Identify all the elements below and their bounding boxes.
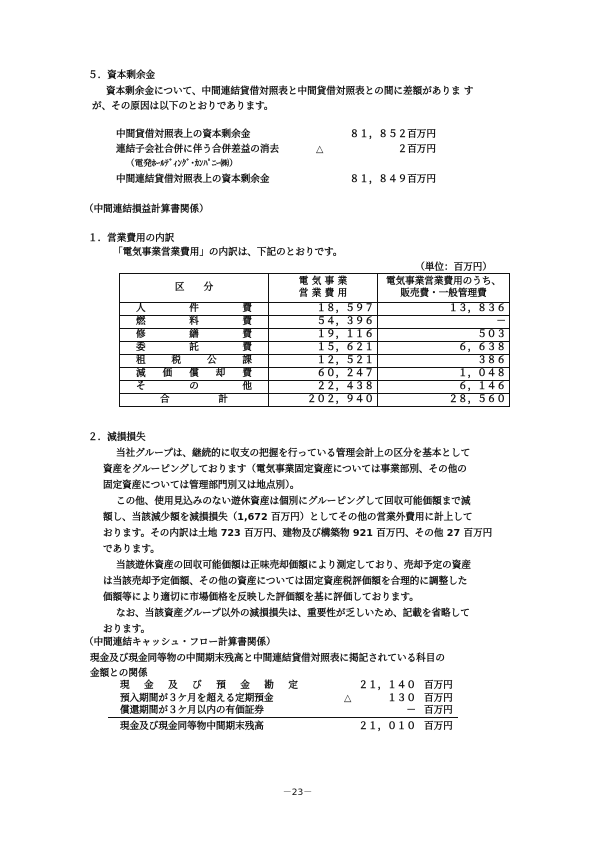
row-col3: ３８６ <box>378 355 510 368</box>
label-char: 料 <box>189 316 199 327</box>
header-col3-line2: 販売費・一般管理費 <box>400 288 487 299</box>
cf-time-deposits-value: １３０ <box>387 693 416 704</box>
cf-securities-unit: 百万円 <box>424 705 453 716</box>
row-label-text <box>120 329 268 341</box>
label-char: 価 <box>162 368 173 379</box>
total-label <box>120 394 269 407</box>
cf-section-heading: （中間連結キャッシュ・フロー計算書関係） <box>84 637 276 648</box>
section2-line: 額し、当該減少額を減損損失（1,672 百万円）としてその他の営業外費用に計上して <box>103 512 473 523</box>
label-char: 計 <box>218 394 228 405</box>
merger-elimination-row-value: ２百万円 <box>397 144 436 155</box>
section2-line: 当社グループは、継続的に収支の把握を行っている管理会計上の区分を基本として <box>116 448 471 459</box>
page-number: －23－ <box>282 788 313 798</box>
cf-intro-line1: 現金及び現金同等物の中間期末残高と中間連結貸借対照表に掲記されている科目の <box>90 653 445 664</box>
header-operating-expenses <box>269 274 378 303</box>
cf-cash-deposits-label <box>120 680 298 692</box>
section2-line: この他、使用見込みのない遊休資産は個別にグルーピングして回収可能価額まで減 <box>116 496 471 507</box>
row-col3: ６，６３８ <box>378 342 510 355</box>
table-row <box>120 381 510 394</box>
total-col2: ２０２，９４０ <box>269 394 378 407</box>
header-category <box>120 274 269 303</box>
capital-surplus-row-label: 中間貸借対照表上の資本剰余金 <box>116 129 251 140</box>
row-label-text <box>120 316 268 328</box>
label-char: そ <box>136 381 146 392</box>
label-char: 繕 <box>189 329 199 340</box>
capital-surplus-row-value: ８１，８５２百万円 <box>349 129 436 140</box>
merger-elimination-row-sign: △ <box>316 144 324 155</box>
table-row <box>120 303 510 316</box>
label-char: 課 <box>242 355 252 366</box>
row-label-text <box>120 342 268 354</box>
row-col3: ６，１４６ <box>378 381 510 394</box>
section2-line: であります。 <box>103 544 160 555</box>
merger-company-note: （電発ﾎｰﾙﾃﾞｨﾝｸﾞ･ｶﾝﾊﾟﾆｰ㈱） <box>126 159 238 169</box>
row-label-text <box>120 368 268 380</box>
cf-time-deposits-unit: 百万円 <box>424 693 453 704</box>
label-char: 勘 <box>264 680 274 691</box>
row-col2: １５，６２１ <box>269 342 378 355</box>
label-char: 費 <box>242 342 252 353</box>
table-row <box>120 316 510 329</box>
cf-time-deposits-sign: △ <box>344 693 352 704</box>
section2-line: 固定資産については管理部門別又は地点別）。 <box>103 480 300 491</box>
label-char: 公 <box>206 355 217 366</box>
cf-securities-label: 償還期間が３ケ月以内の有価証券 <box>120 705 264 716</box>
row-col3: １，０４８ <box>378 368 510 381</box>
row-col2: ６０，２４７ <box>269 368 378 381</box>
section2-line: 資産をグルーピングしております（電気事業固定資産については事業部別、その他の <box>103 464 467 475</box>
merger-elimination-row-label: 連結子会社合併に伴う合併差益の消去 <box>116 144 280 155</box>
section2-line: なお、当該資産グループ以外の減損損失は、重要性が乏しいため、記載を省略して <box>116 608 470 619</box>
label-char: 修 <box>136 329 146 340</box>
consolidated-surplus-row-label: 中間連結貸借対照表上の資本剰余金 <box>116 174 270 185</box>
section2-line: 当該遊休資産の回収可能価額は正味売却価額により測定しており、売却予定の資産 <box>116 560 471 571</box>
section2-line: は当該売却予定価額、その他の資産については固定資産税評価額を合理的に調整した <box>103 576 468 587</box>
label-char: 金 <box>144 680 154 691</box>
row-label <box>120 355 269 368</box>
label-char: 現 <box>120 680 130 691</box>
header-sga-expenses <box>378 274 510 303</box>
row-label-text <box>120 381 268 393</box>
table-row <box>120 355 510 368</box>
label-char: 他 <box>242 381 252 392</box>
row-col3: １３，８３６ <box>378 303 510 316</box>
label-char: 却 <box>215 368 226 379</box>
label-char: 税 <box>171 355 182 366</box>
row-col2: ５４，３９６ <box>269 316 378 329</box>
label-char: 金 <box>240 680 250 691</box>
cf-total-label: 現金及び現金同等物中間期末残高 <box>120 721 264 732</box>
label-char: の <box>189 381 199 392</box>
label-char: び <box>192 680 202 691</box>
section2-line: おります。 <box>103 624 151 635</box>
label-char: 燃 <box>136 316 146 327</box>
label-char: 費 <box>242 368 252 379</box>
cf-total-unit: 百万円 <box>424 721 453 732</box>
row-col3: ５０３ <box>378 329 510 342</box>
operating-expenses-table <box>119 273 510 407</box>
row-label <box>120 342 269 355</box>
label-char: 件 <box>189 303 199 314</box>
total-label-text <box>120 394 268 406</box>
label-char: 人 <box>136 303 146 314</box>
cf-total-value: ２１，０１０ <box>358 721 416 732</box>
label-char: 償 <box>189 368 199 379</box>
row-col2: １２，５２１ <box>269 355 378 368</box>
row-label <box>120 368 269 381</box>
label-char: 費 <box>242 316 252 327</box>
label-char: 委 <box>136 342 146 353</box>
row-label-text <box>120 355 268 367</box>
label-char: 費 <box>242 329 252 340</box>
section5-paragraph-line1: 資本剰余金について、中間連結貸借対照表と中間貸借対照表との間に差額がありま す <box>106 86 474 97</box>
section5-heading: ５．資本剰余金 <box>88 70 156 81</box>
section1-heading: １．営業費用の内訳 <box>88 233 175 244</box>
header-col2-line2: 営 業 費 用 <box>298 288 348 299</box>
section1-intro: 「電気事業営業費用」の内訳は、下記のとおりです。 <box>113 247 343 258</box>
row-label <box>120 381 269 394</box>
label-char: 預 <box>216 680 226 691</box>
section2-line: 価額等により適切に市場価格を反映した評価額を基に評価しております。 <box>103 592 419 603</box>
table-row <box>120 368 510 381</box>
row-label <box>120 329 269 342</box>
cf-intro-line2: 金額との関係 <box>90 668 148 679</box>
row-label <box>120 303 269 316</box>
label-char: 託 <box>189 342 199 353</box>
label-char: 及 <box>168 680 178 691</box>
label-char: 費 <box>242 303 252 314</box>
cf-cash-deposits-value: ２１，１４０ <box>358 680 416 691</box>
row-col2: １９，１１６ <box>269 329 378 342</box>
table-row <box>120 342 510 355</box>
table-header-row <box>120 274 510 303</box>
cf-time-deposits-label: 預入期間が３ケ月を超える定期預金 <box>120 693 274 704</box>
label-char: 合 <box>160 394 170 405</box>
section2-line: おります。その内訳は土地 723 百万円、建物及び構築物 921 百万円、その他 27 百万円 <box>103 528 493 539</box>
row-col3: － <box>378 316 510 329</box>
pl-section-heading: （中間連結損益計算書関係） <box>84 204 209 215</box>
header-col3-line1: 電気事業営業費用のうち、 <box>385 276 502 287</box>
header-category-label: 区 分 <box>174 282 214 293</box>
row-col2: ２２，４３８ <box>269 381 378 394</box>
consolidated-surplus-row-value: ８１，８４９百万円 <box>349 174 436 185</box>
label-char: 租 <box>136 355 146 366</box>
table-total-row <box>120 394 510 407</box>
row-label-text <box>120 303 268 315</box>
section2-heading: ２．減損損失 <box>88 432 146 443</box>
total-col3: ２８，５６０ <box>378 394 510 407</box>
row-col2: １８，５９７ <box>269 303 378 316</box>
row-label <box>120 316 269 329</box>
section5-paragraph-line2: が、その原因は以下のとおりであります。 <box>92 101 274 112</box>
label-char: 減 <box>136 368 146 379</box>
cf-securities-value: － <box>406 705 416 716</box>
label-char: 定 <box>288 680 298 691</box>
table-row <box>120 329 510 342</box>
header-col2-line1: 電 気 事 業 <box>298 276 348 287</box>
unit-label: （単位：百万円） <box>415 262 492 273</box>
cf-cash-deposits-unit: 百万円 <box>424 680 453 691</box>
cf-total-divider <box>108 717 458 718</box>
